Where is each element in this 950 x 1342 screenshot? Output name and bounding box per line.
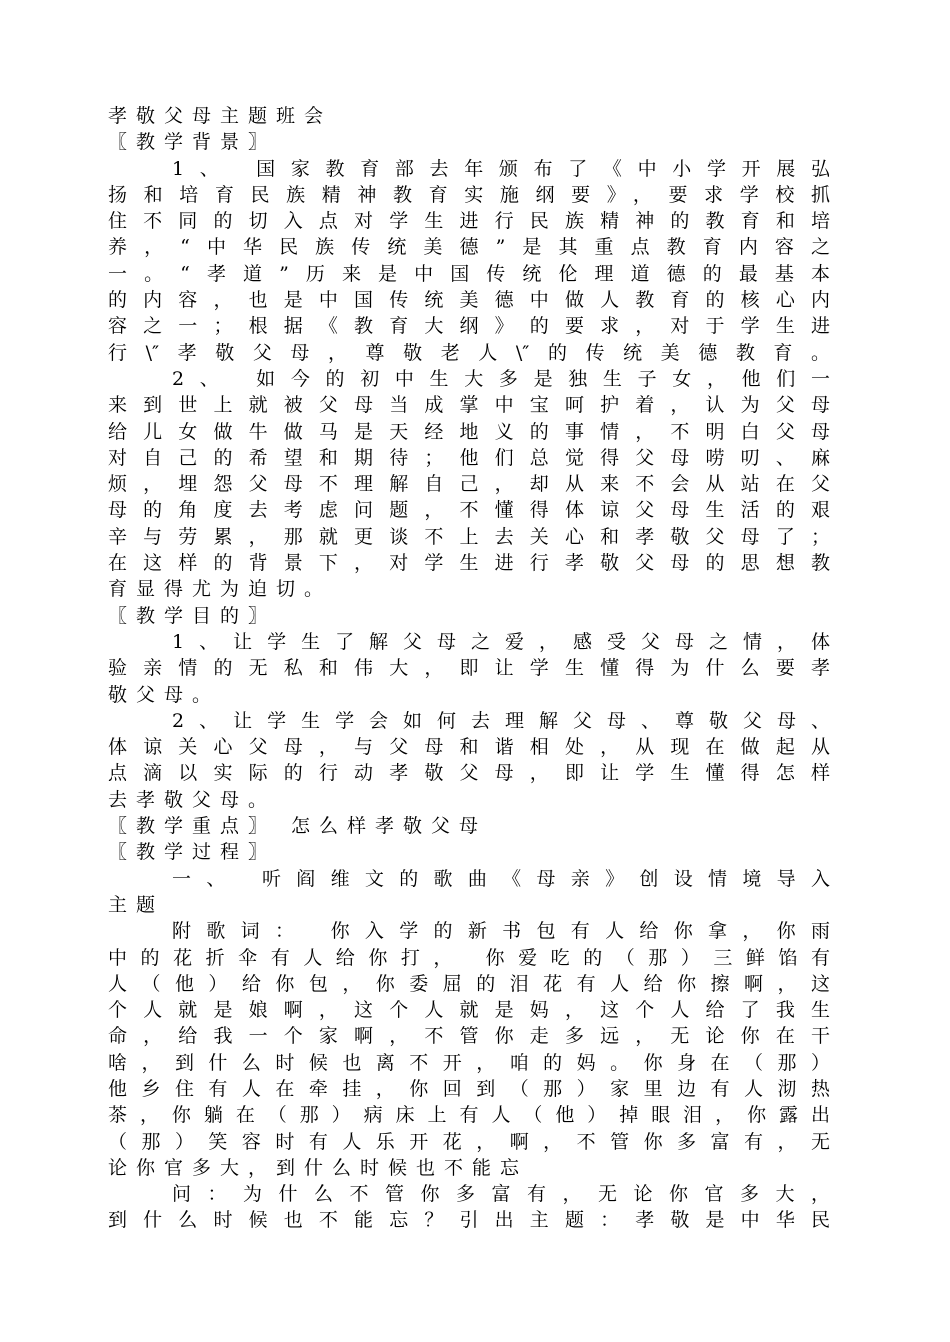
text-line: 2、让学生学会如何去理解父母、尊敬父母、 [172,709,830,732]
text-line: （那）笑容时有人乐开花，啊，不管你多富有，无 [108,1130,830,1153]
document-page [108,103,830,1234]
text-line: 在这样的背景下，对学生进行孝敬父母的思想教 [108,552,830,575]
text-line: 点滴以实际的行动孝敬父母，即让学生懂得怎样 [108,762,830,785]
text-line: 给儿女做牛做马是天经地义的事情，不明白父母 [108,420,830,443]
text-line: 行\″孝敬父母，尊敬老人\″的传统美德教育。 [108,341,830,364]
text-line: 到什么时候也不能忘？引出主题：孝敬是中华民 [108,1209,830,1232]
text-line: 1、 国家教育部去年颁布了《中小学开展弘 [172,157,830,180]
text-line: 1、让学生了解父母之爱，感受父母之情，体 [172,630,830,653]
text-line: 命，给我一个家啊，不管你走多远，无论你在干 [108,1025,830,1048]
text-line: 〖教学重点〗 怎么样孝敬父母 [108,815,488,838]
text-line: 孝敬父母主题班会 [108,105,333,127]
text-line: 2、 如今的初中生大多是独生子女，他们一 [172,367,830,390]
text-line: 〖教学背景〗 [108,131,277,154]
text-line: 论你官多大，到什么时候也不能忘 [108,1156,529,1179]
text-line: 对自己的希望和期待；他们总觉得父母唠叨、麻 [108,446,830,469]
text-line: 个人就是娘啊，这个人就是妈，这个人给了我生 [108,999,830,1022]
text-line: 中的花折伞有人给你打， 你爱吃的（那）三鲜馅有 [108,946,830,969]
text-line: 一、 听阎维文的歌曲《母亲》创设情境导入 [172,867,830,890]
text-line: 他乡住有人在牵挂，你回到（那）家里边有人沏热 [108,1077,830,1100]
text-line: 来到世上就被父母当成掌中宝呵护着，认为父母 [108,394,830,417]
text-line: 验亲情的无私和伟大，即让学生懂得为什么要孝 [108,657,830,680]
text-line: 育显得尤为迫切。 [108,578,333,601]
text-line: 啥，到什么时候也离不开，咱的妈。你身在（那） [108,1051,830,1074]
text-line: 问：为什么不管你多富有，无论你官多大， [172,1183,830,1206]
text-line: 〖教学过程〗 [108,841,277,864]
text-line: 附歌词： 你入学的新书包有人给你拿，你雨 [172,920,830,943]
text-line: 人（他）给你包，你委屈的泪花有人给你擦啊，这 [108,972,830,995]
text-line: 烦，埋怨父母不理解自己，却从来不会从站在父 [108,473,830,496]
text-line: 一。“孝道”历来是中国传统伦理道德的最基本 [108,262,830,285]
text-line: 的内容，也是中国传统美德中做人教育的核心内 [108,289,830,312]
text-line: 母的角度去考虑问题，不懂得体谅父母生活的艰 [108,499,830,522]
text-line: 体谅关心父母，与父母和谐相处，从现在做起从 [108,736,830,759]
text-line: 去孝敬父母。 [108,788,277,811]
text-line: 敬父母。 [108,683,221,706]
text-line: 〖教学目的〗 [108,604,277,627]
text-line: 辛与劳累，那就更谈不上去关心和孝敬父母了； [108,525,830,548]
text-line: 主题 [108,893,165,916]
text-line: 住不同的切入点对学生进行民族精神的教育和培 [108,210,830,233]
text-line: 扬和培育民族精神教育实施纲要》，要求学校抓 [108,183,830,206]
text-line: 养，“中华民族传统美德”是其重点教育内容之 [108,236,830,259]
text-line: 容之一；根据《教育大纲》的要求，对于学生进 [108,315,830,338]
text-line: 茶，你躺在（那）病床上有人（他）掉眼泪，你露出 [108,1104,830,1127]
